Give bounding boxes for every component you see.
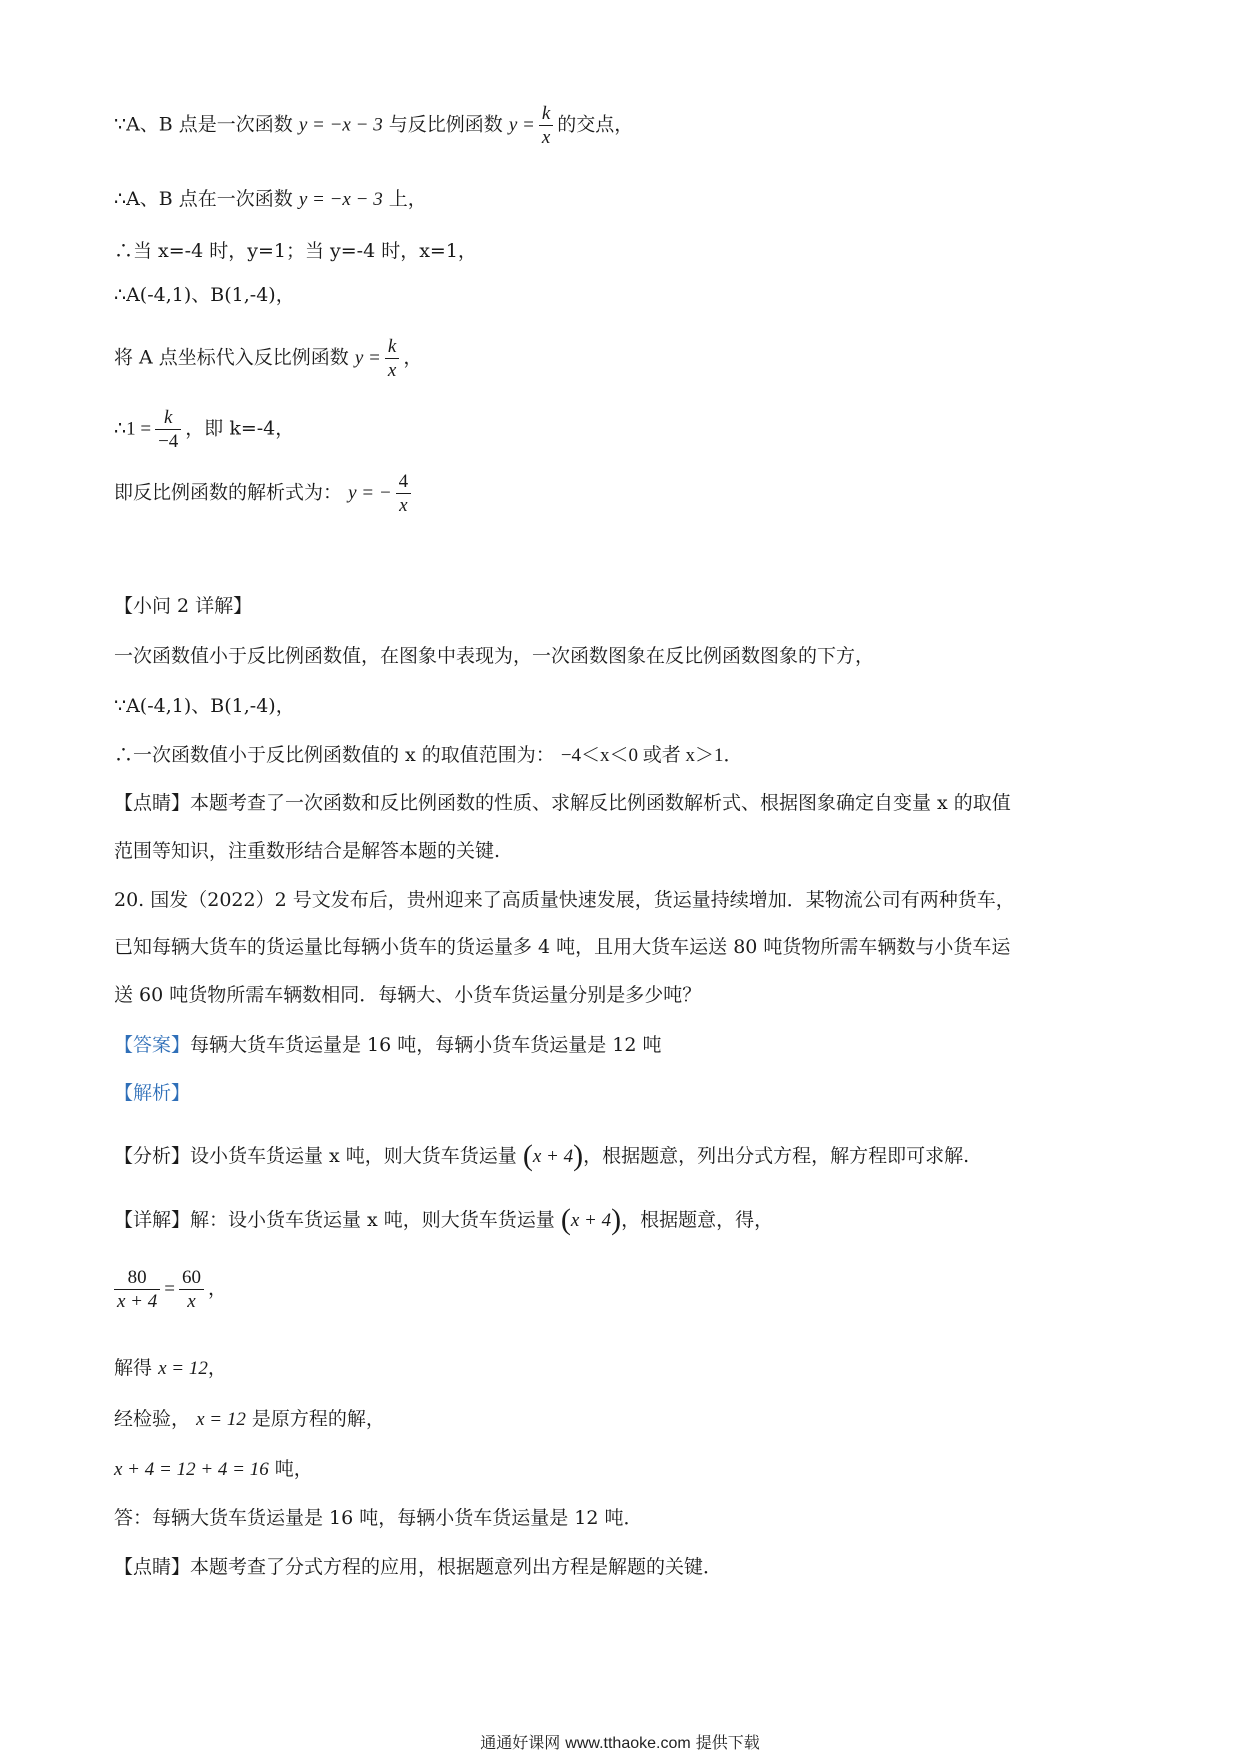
denominator: x <box>187 1291 196 1312</box>
line-9: 一次函数值小于反比例函数值，在图象中表现为，一次函数图象在反比例函数图象的下方， <box>114 645 875 667</box>
answer-text: 每辆大货车货运量是 16 吨，每辆小货车货运量是 12 吨 <box>190 1034 662 1056</box>
math-expr: x = 12 <box>158 1358 208 1379</box>
line-4: ∴A(-4,1)、B(1,-4)， <box>114 284 295 306</box>
line-24 <box>114 1460 313 1479</box>
fraction-80-over-x-plus-4 <box>114 1268 160 1311</box>
line-17 <box>114 1036 662 1055</box>
text: ∴ <box>114 417 127 440</box>
math-expr: x + 4 <box>570 1210 612 1231</box>
text: 的交点， <box>557 113 634 136</box>
text: 【详解】解：设小货车货运量 x 吨，则大货车货运量 <box>114 1209 555 1231</box>
line-13: 范围等知识，注重数形结合是解答本题的关键. <box>114 840 501 862</box>
fraction-k-over-x <box>539 104 553 147</box>
denominator: x <box>387 360 397 381</box>
text: 与反比例函数 <box>388 113 503 136</box>
line-7 <box>114 472 415 515</box>
text: ， <box>207 1357 227 1379</box>
line-19 <box>114 1141 969 1171</box>
line-25: 答：每辆大货车货运量是 16 吨，每辆小货车货运量是 12 吨． <box>114 1507 643 1529</box>
fraction-k-over-x <box>385 337 399 380</box>
math-expr: x + 4 = 12 + 4 = 16 <box>114 1459 269 1480</box>
line-21 <box>114 1268 227 1311</box>
line-26: 【点睛】本题考查了分式方程的应用，根据题意列出方程是解题的关键． <box>114 1556 723 1578</box>
footer-site: 通通好课网 <box>480 1733 561 1752</box>
line-18: 【解析】 <box>114 1082 191 1104</box>
page-footer <box>0 1730 1240 1753</box>
text: ， <box>207 1277 227 1300</box>
text: ，即 k=-4， <box>185 417 295 440</box>
fraction-60-over-x <box>179 1268 204 1311</box>
line-22 <box>114 1359 227 1378</box>
text: ，根据题意，列出分式方程，解方程即可求解. <box>583 1145 970 1167</box>
math-expr: x = 12 <box>196 1409 246 1430</box>
math-y: y = <box>354 347 381 369</box>
line-14: 20. 国发（2022）2 号文发布后，贵州迎来了高质量快速发展，货运量持续增加．某物流公司有两种货车， <box>114 889 1015 911</box>
line-8: 【小问 2 详解】 <box>114 595 253 617</box>
range-expr: −4＜x＜0 或者 x＞1． <box>560 745 743 766</box>
text: 是原方程的解， <box>251 1408 385 1430</box>
math-lhs: 1 = <box>126 418 152 440</box>
text: ∴一次函数值小于反比例函数值的 x 的取值范围为： <box>114 744 555 766</box>
linear-function-expr: y = −x − 3 <box>298 189 383 210</box>
linear-function-expr: y = −x − 3 <box>298 114 383 136</box>
line-1 <box>114 104 633 147</box>
line-23 <box>114 1410 385 1429</box>
line-2 <box>114 190 427 209</box>
numerator: k <box>541 103 551 124</box>
denominator: x <box>541 127 551 148</box>
text: 将 A 点坐标代入反比例函数 <box>114 346 349 369</box>
text: 吨， <box>274 1458 313 1480</box>
paren-close: ) <box>573 1139 584 1172</box>
line-5 <box>114 337 422 380</box>
line-16: 送 60 吨货物所需车辆数相同．每辆大、小货车货运量分别是多少吨？ <box>114 984 702 1006</box>
text: ∴A、B 点在一次函数 <box>114 188 293 210</box>
answer-tag: 【答案】 <box>114 1034 191 1056</box>
math-y: y = <box>508 114 535 136</box>
line-11 <box>114 746 743 765</box>
text: ， <box>403 346 423 369</box>
denominator: x <box>399 495 408 516</box>
footer-url[interactable]: www.tthaoke.com <box>565 1735 691 1752</box>
text: ，根据题意，得， <box>621 1209 774 1231</box>
text: 【分析】设小货车货运量 x 吨，则大货车货运量 <box>114 1145 517 1167</box>
line-20 <box>114 1205 773 1235</box>
text: 解得 <box>114 1357 153 1379</box>
line-12: 【点睛】本题考查了一次函数和反比例函数的性质、求解反比例函数解析式、根据图象确定自变量 x 的取值 <box>114 792 1011 814</box>
line-6 <box>114 408 294 451</box>
math-y: y = − <box>348 482 392 504</box>
numerator: k <box>387 336 397 357</box>
numerator: k <box>163 407 173 428</box>
line-3: ∴当 x=-4 时，y=1；当 y=-4 时，x=1， <box>114 240 477 262</box>
line-10: ∵A(-4,1)、B(1,-4)， <box>114 695 295 717</box>
fraction-4-over-x <box>396 472 412 515</box>
math-expr: x + 4 <box>532 1146 574 1167</box>
line-15: 已知每辆大货车的货运量比每辆小货车的货运量多 4 吨，且用大货车运送 80 吨货物所需车辆数与小货车运 <box>114 936 1011 958</box>
denominator: −4 <box>158 431 179 452</box>
text: 经检验， <box>114 1408 191 1430</box>
paren-open: ( <box>522 1139 533 1172</box>
footer-tail: 提供下载 <box>695 1733 760 1752</box>
paren-open: ( <box>560 1203 571 1236</box>
text: ∵A、B 点是一次函数 <box>114 113 293 136</box>
fraction-k-over-minus4 <box>155 408 181 451</box>
paren-close: ) <box>611 1203 622 1236</box>
numerator: 80 <box>127 1267 147 1288</box>
text: 即反比例函数的解析式为： <box>114 481 343 504</box>
text: 上， <box>388 188 427 210</box>
numerator: 60 <box>181 1267 201 1288</box>
denominator: x + 4 <box>117 1291 158 1312</box>
numerator: 4 <box>398 471 409 492</box>
equals: = <box>164 1278 175 1300</box>
